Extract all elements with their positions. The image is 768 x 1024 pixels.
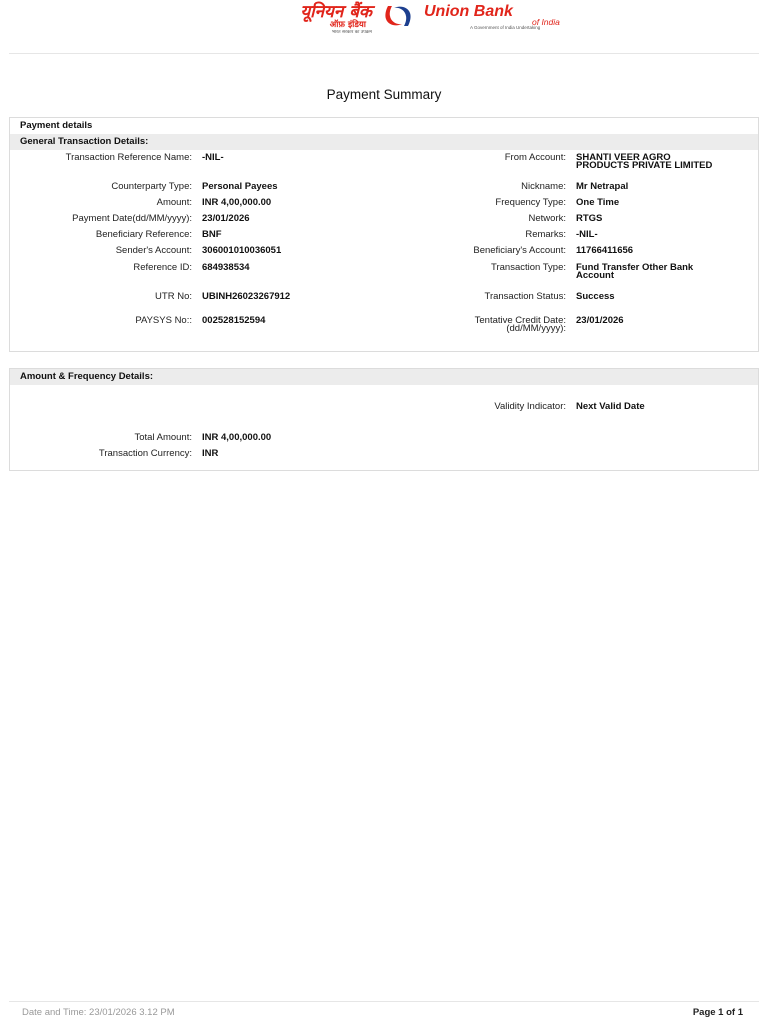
field-label: From Account: [504,152,566,163]
field-label: Transaction Currency: [98,448,192,459]
from-account-value: SHANTI VEER AGRO PRODUCTS PRIVATE LIMITED [576,152,713,171]
bank-sub: of India [532,17,560,27]
hindi-bank-name: यूनियन बैंक [300,2,372,22]
utr-no-value: UBINH26023267912 [202,291,291,302]
field-label: Counterparty Type: [111,181,192,192]
footer-datetime: Date and Time: 23/01/2026 3.12 PM [22,1007,175,1018]
general-transaction-band [10,134,758,150]
transaction-currency-value: INR [202,448,219,459]
english-logo [424,3,584,30]
tentative-credit-date-value: 23/01/2026 [576,315,624,326]
counterparty-type-value: Personal Payees [202,181,278,192]
field-label: Nickname: [521,181,566,192]
total-amount-value: INR 4,00,000.00 [202,432,272,443]
footer-divider [9,1001,759,1002]
bank-header [0,0,768,40]
transaction-status-value: Success [576,291,615,302]
field-label: Total Amount: [134,432,192,443]
field-label: Remarks: [525,229,566,240]
field-label: PAYSYS No:: [135,315,192,326]
field-label: Beneficiary Reference: [95,229,192,240]
frequency-type-value: One Time [576,197,620,208]
field-label: Amount: [156,197,192,208]
sender-account-value: 306001010036051 [202,245,282,256]
transaction-reference-name-value: -NIL- [202,152,224,163]
field-label: Beneficiary's Account: [473,245,566,256]
field-label: Transaction Type: [491,262,566,273]
subsection-heading: General Transaction Details: [20,136,149,147]
field-label: Network: [528,213,566,224]
field-label: Transaction Reference Name: [65,152,192,163]
amount-frequency-heading: Amount & Frequency Details: [20,371,154,382]
paysys-no-value: 002528152594 [202,315,266,326]
amount-frequency-section [9,368,759,471]
validity-indicator-value: Next Valid Date [576,401,645,412]
field-label: UTR No: [155,291,192,302]
hindi-bank-sub: ऑफ़ इंडिया [329,20,366,30]
bank-tagline: A Government of India Undertaking [470,25,541,30]
network-value: RTGS [576,213,603,224]
field-label: Validity Indicator: [494,401,566,412]
bank-name: Union Bank [424,3,513,20]
amount-frequency-band [10,369,758,385]
transaction-type-value: Fund Transfer Other Bank Account [576,262,694,281]
page-number: Page 1 of 1 [692,1007,743,1018]
field-label: Tentative Credit Date:(dd/MM/yyyy): [474,315,566,334]
field-label: Payment Date(dd/MM/yyyy): [72,213,192,224]
payment-date-value: 23/01/2026 [202,213,250,224]
header-divider [9,53,759,54]
payment-details-section [9,117,759,352]
field-label: Transaction Status: [484,291,566,302]
reference-id-value: 684938534 [202,262,250,273]
field-label: Sender's Account: [115,245,192,256]
hindi-logo [232,4,372,36]
amount-value: INR 4,00,000.00 [202,197,272,208]
page-title: Payment Summary [326,87,442,102]
hindi-tagline: भारत सरकार का उपक्रम [331,30,372,35]
section-heading: Payment details [20,120,93,131]
beneficiary-account-value: 11766411656 [576,245,634,256]
field-label: Reference ID: [133,262,192,273]
union-bank-logo-icon [380,3,416,29]
beneficiary-reference-value: BNF [202,229,222,240]
remarks-value: -NIL- [576,229,598,240]
field-label: Frequency Type: [495,197,566,208]
nickname-value: Mr Netrapal [576,181,629,192]
